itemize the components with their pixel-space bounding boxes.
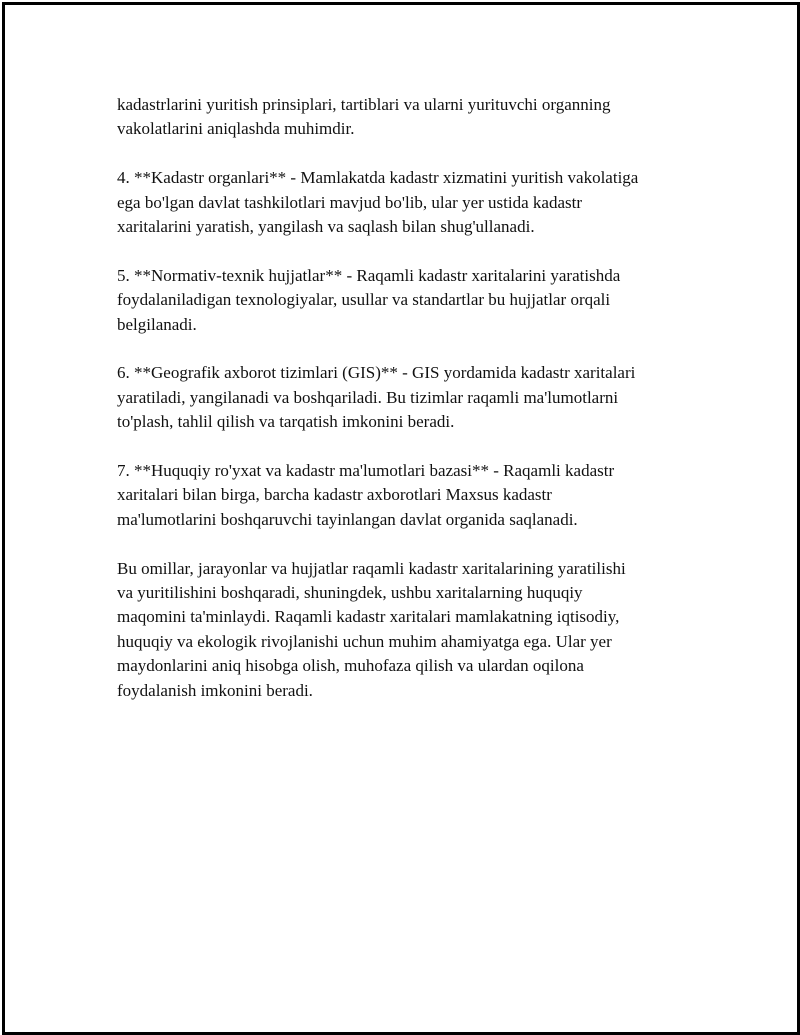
text-line: 7. **Huquqiy ro'yxat va kadastr ma'lumotlari bazasi** - Raqamli kadastr (117, 461, 615, 481)
text-line: 4. **Kadastr organlari** - Mamlakatda kadastr xizmatini yuritish vakolatiga (117, 168, 639, 188)
text-line: ega bo'lgan davlat tashkilotlari mavjud bo'lib, ular yer ustida kadastr (117, 192, 583, 212)
text-line: va yuritilishini boshqaradi, shuningdek, ushbu xaritalarning huquqiy (117, 583, 583, 603)
paragraph-item-5 (117, 264, 717, 337)
paragraph-item-7 (117, 459, 717, 532)
text-line: xaritalarini yaratish, yangilash va saqlash bilan shug'ullanadi. (117, 217, 535, 237)
text-line: foydalaniladigan texnologiyalar, usullar va standartlar bu hujjatlar orqali (117, 290, 611, 310)
text-line: kadastrlarini yuritish prinsiplari, tartiblari va ularni yurituvchi organning (117, 95, 611, 114)
text-line: huquqiy va ekologik rivojlanishi uchun muhim ahamiyatga ega. Ular yer (117, 631, 612, 651)
text-line: Bu omillar, jarayonlar va hujjatlar raqamli kadastr xaritalarining yaratilishi (117, 558, 626, 578)
text-line: xaritalari bilan birga, barcha kadastr axborotlari Maxsus kadastr (117, 485, 552, 505)
text-line: vakolatlarini aniqlashda muhimdir. (117, 119, 355, 139)
document-body (117, 93, 717, 727)
text-line: ma'lumotlarini boshqaruvchi tayinlangan davlat organida saqlanadi. (117, 509, 578, 529)
text-line: 5. **Normativ-texnik hujjatlar** - Raqamli kadastr xaritalarini yaratishda (117, 265, 621, 285)
text-line: to'plash, tahlil qilish va tarqatish imkonini beradi. (117, 412, 455, 432)
text-line: foydalanish imkonini beradi. (117, 680, 313, 700)
text-line: maydonlarini aniq hisobga olish, muhofaza qilish va ulardan oqilona (117, 656, 584, 676)
text-line: belgilanadi. (117, 314, 197, 334)
text-line: 6. **Geografik axborot tizimlari (GIS)** - GIS yordamida kadastr xaritalari (117, 363, 636, 383)
text-line: maqomini ta'minlaydi. Raqamli kadastr xaritalari mamlakatning iqtisodiy, (117, 607, 620, 627)
text-line: yaratiladi, yangilanadi va boshqariladi. Bu tizimlar raqamli ma'lumotlarni (117, 387, 619, 407)
paragraph-item-6 (117, 361, 717, 434)
paragraph-intro-continuation (117, 93, 717, 142)
paragraph-conclusion (117, 557, 717, 703)
paragraph-item-4 (117, 166, 717, 239)
